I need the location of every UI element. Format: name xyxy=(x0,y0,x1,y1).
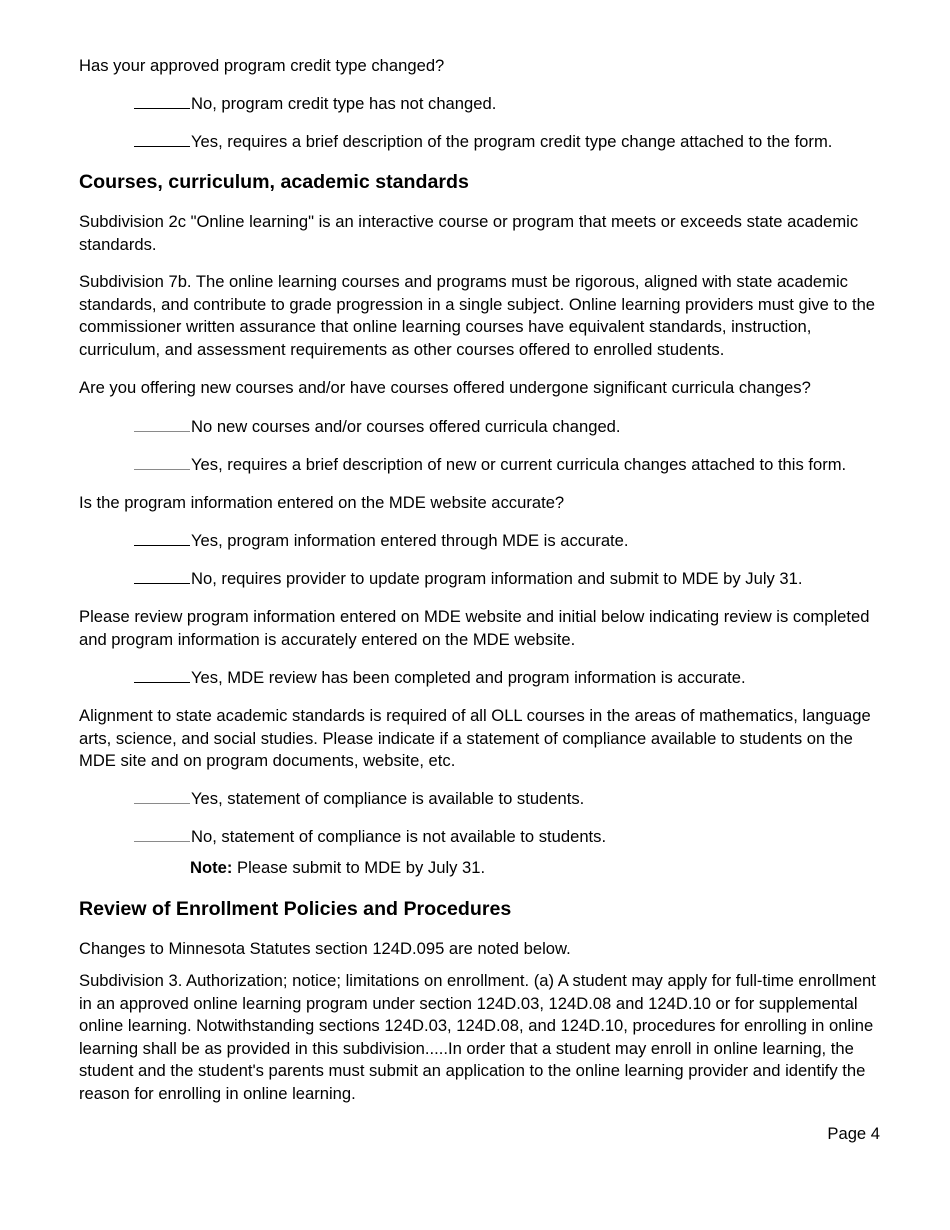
credit-type-option-no[interactable]: No, program credit type has not changed. xyxy=(134,94,496,114)
enrollment-intro: Changes to Minnesota Statutes section 124D.095 are noted below. xyxy=(79,939,571,958)
mde-review-para: Please review program information entered on MDE website and initial below indicating review is completed and program information is accurately entered on the MDE website. xyxy=(79,607,870,649)
alignment-note xyxy=(190,858,485,878)
courses-question: Are you offering new courses and/or have courses offered undergone significant curricula changes? xyxy=(79,378,811,397)
initial-blank[interactable] xyxy=(134,455,190,470)
credit-type-question: Has your approved program credit type changed? xyxy=(79,56,445,75)
initial-blank[interactable] xyxy=(134,417,190,432)
initial-blank[interactable] xyxy=(134,789,190,804)
alignment-option-yes[interactable]: Yes, statement of compliance is available to students. xyxy=(134,789,584,809)
mde-info-option-no[interactable]: No, requires provider to update program information and submit to MDE by July 31. xyxy=(134,569,803,589)
initial-blank[interactable] xyxy=(134,569,190,584)
initial-blank[interactable] xyxy=(134,668,190,683)
courses-option-no[interactable]: No new courses and/or courses offered curricula changed. xyxy=(134,417,621,437)
courses-option-yes[interactable]: Yes, requires a brief description of new or current curricula changes attached to this form. xyxy=(134,455,846,475)
enrollment-para: Subdivision 3. Authorization; notice; limitations on enrollment. (a) A student may apply for full-time enrollment in an approved online learning program under section 124D.03, 124D.08 and 124D.10 or for supplemental online learning. Notwithstanding sections 124D.03, 124D.08, and 124D.10, procedures for enrolling in online learning shall be as provided in this subdivision.....In order that a student may enroll in online learning, the student and the student's parents must submit an application to the online learning provider and identify the reason for enrolling in online learning. xyxy=(79,971,876,1103)
initial-blank[interactable] xyxy=(134,132,190,147)
courses-para-7b: Subdivision 7b. The online learning courses and programs must be rigorous, aligned with state academic standards, and contribute to grade progression in a single subject. Online learning providers must give to the commissioner written assurance that online learning courses have equivalent standards, instruction, curriculum, and assessment requirements as other courses offered to enrolled students. xyxy=(79,272,876,359)
alignment-option-no[interactable]: No, statement of compliance is not available to students. xyxy=(134,827,606,847)
initial-blank[interactable] xyxy=(134,531,190,546)
courses-heading: Courses, curriculum, academic standards xyxy=(79,171,469,193)
note-text: Please submit to MDE by July 31. xyxy=(232,858,486,877)
alignment-para: Alignment to state academic standards is required of all OLL courses in the areas of mathematics, language arts, science, and social studies. Please indicate if a statement of compliance available to students on the MDE site and on program documents, website, etc. xyxy=(79,706,871,771)
courses-para-2c: Subdivision 2c "Online learning" is an interactive course or program that meets or exceeds state academic standards. xyxy=(79,212,859,254)
initial-blank[interactable] xyxy=(134,827,190,842)
mde-info-question: Is the program information entered on the MDE website accurate? xyxy=(79,493,565,512)
initial-blank[interactable] xyxy=(134,94,190,109)
mde-info-option-yes[interactable]: Yes, program information entered through MDE is accurate. xyxy=(134,531,629,551)
credit-type-option-yes[interactable]: Yes, requires a brief description of the program credit type change attached to the form. xyxy=(134,132,832,152)
page-number: Page 4 xyxy=(827,1124,880,1143)
enrollment-heading: Review of Enrollment Policies and Procedures xyxy=(79,898,512,920)
mde-review-option-yes[interactable]: Yes, MDE review has been completed and program information is accurate. xyxy=(134,668,746,688)
note-label: Note: xyxy=(190,858,233,877)
